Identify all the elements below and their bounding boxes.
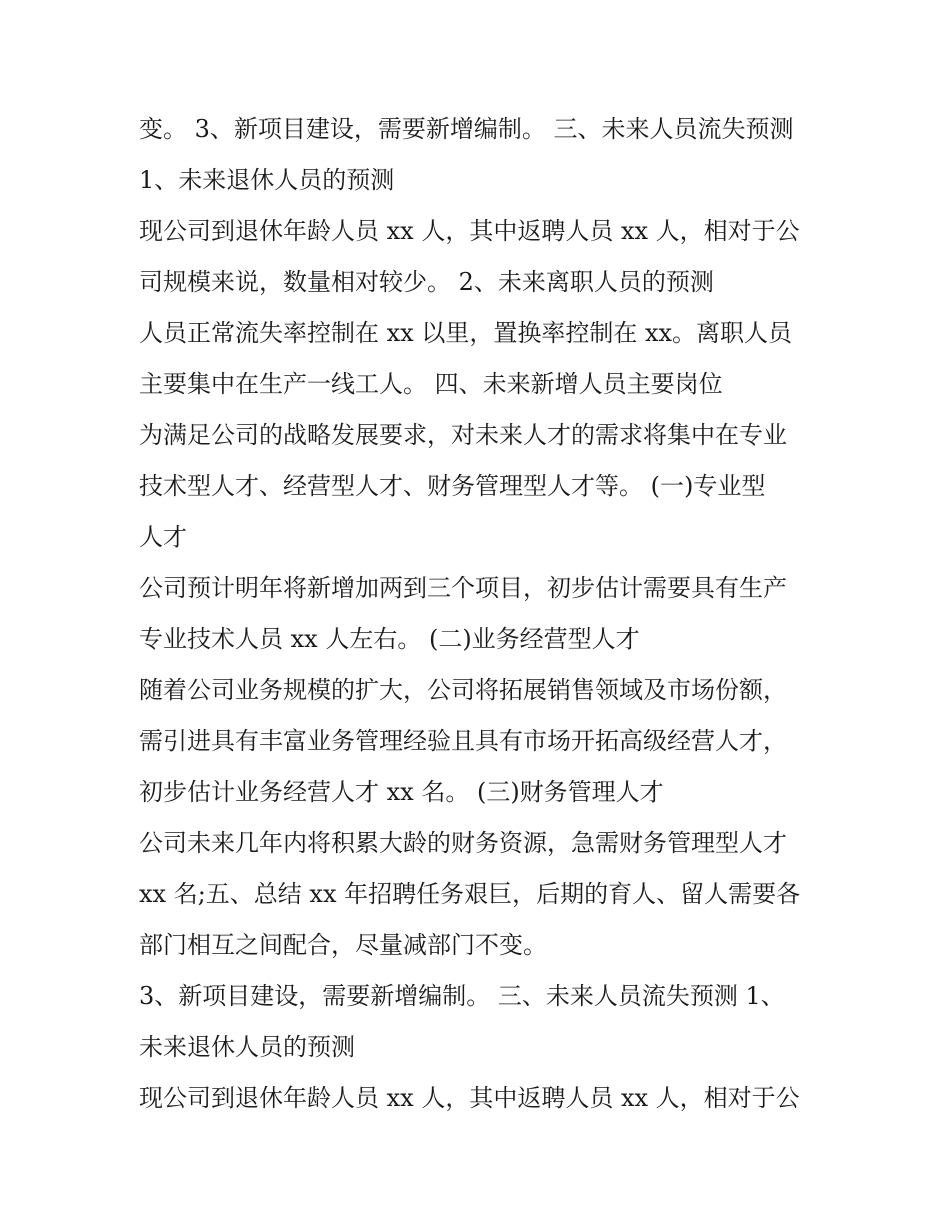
text-line: 部门相互之间配合，尽量减部门不变。 xyxy=(139,931,547,959)
text-line: 变。 3、新项目建设，需要新增编制。 三、未来人员流失预测 xyxy=(139,115,794,143)
text-line: 技术型人才、经营型人才、财务管理型人才等。 (一)专业型 xyxy=(139,472,766,500)
text-line: 人员正常流失率控制在 xx 以里，置换率控制在 xx。离职人员 xyxy=(139,319,793,347)
text-line: 为满足公司的战略发展要求，对未来人才的需求将集中在专业 xyxy=(139,421,787,449)
text-line: xx 名;五、总结 xx 年招聘任务艰巨，后期的育人、留人需要各 xyxy=(139,880,801,908)
text-line: 1、未来退休人员的预测 xyxy=(139,166,395,194)
text-line: 初步估计业务经营人才 xx 名。 (三)财务管理人才 xyxy=(139,778,664,806)
text-line: 现公司到退休年龄人员 xx 人，其中返聘人员 xx 人，相对于公 xyxy=(139,217,800,245)
text-line: 现公司到退休年龄人员 xx 人，其中返聘人员 xx 人，相对于公 xyxy=(139,1084,800,1112)
text-line: 未来退休人员的预测 xyxy=(139,1033,355,1061)
text-line: 公司预计明年将新增加两到三个项目，初步估计需要具有生产 xyxy=(139,574,787,602)
text-line: 主要集中在生产一线工人。 四、未来新增人员主要岗位 xyxy=(139,370,723,398)
text-line: 随着公司业务规模的扩大，公司将拓展销售领域及市场份额， xyxy=(139,676,787,704)
text-line: 专业技术人员 xx 人左右。 (二)业务经营型人才 xyxy=(139,625,640,653)
text-line: 3、新项目建设，需要新增编制。 三、未来人员流失预测 1、 xyxy=(139,982,785,1010)
text-line: 公司未来几年内将积累大龄的财务资源，急需财务管理型人才 xyxy=(139,829,787,857)
text-line: 司规模来说，数量相对较少。 2、未来离职人员的预测 xyxy=(139,268,714,296)
text-line: 人才 xyxy=(139,523,187,551)
text-line: 需引进具有丰富业务管理经验且具有市场开拓高级经营人才， xyxy=(139,727,787,755)
